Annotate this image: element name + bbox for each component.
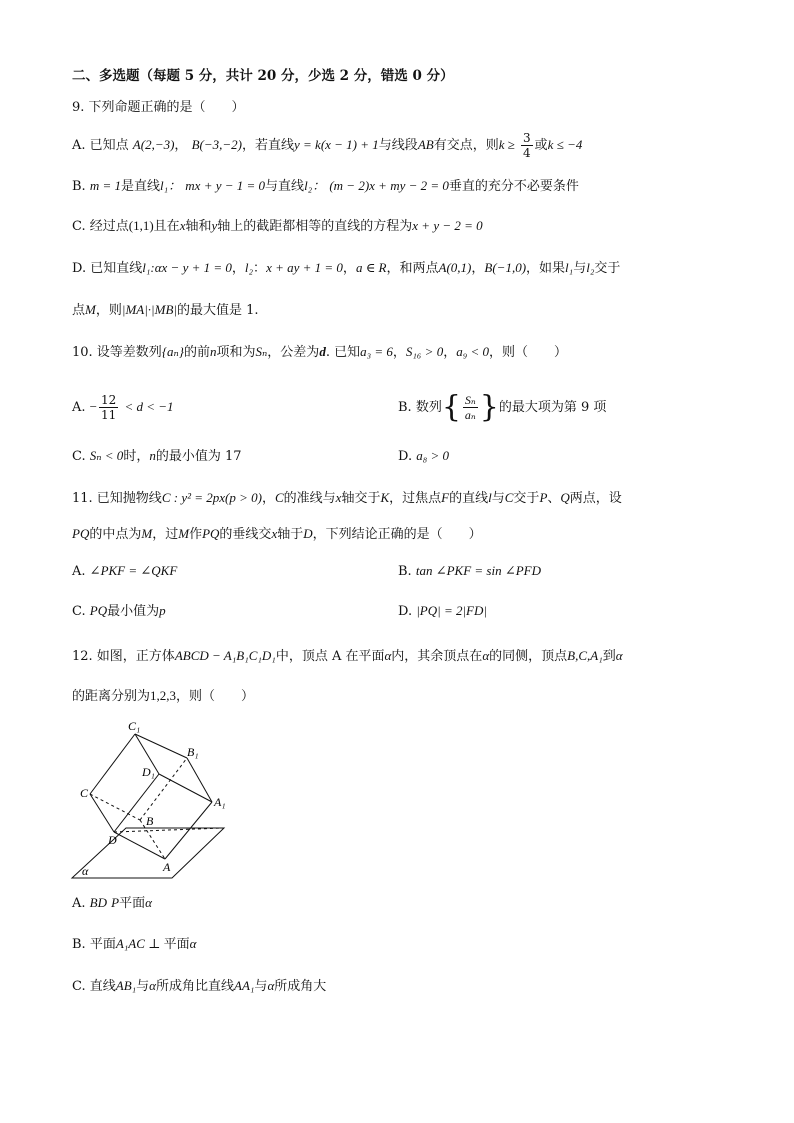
option-text: ， xyxy=(342,261,356,276)
question-text: 中，顶点 A 在平面 xyxy=(275,649,385,664)
left-brace: { xyxy=(441,389,461,425)
q12-option-a xyxy=(72,893,152,914)
math-expr: m = 1 xyxy=(89,178,121,193)
math-expr: l₂ xyxy=(244,260,254,275)
fraction xyxy=(99,393,118,422)
math-expr: < d < −1 xyxy=(124,399,174,414)
right-brace: } xyxy=(479,389,499,425)
option-text: 点 xyxy=(72,303,86,318)
math-expr: K xyxy=(380,490,390,505)
question-text: ，下列结论正确的是（ ） xyxy=(312,527,482,542)
option-text: 垂直的充分不必要条件 xyxy=(448,179,579,194)
math-expr: D xyxy=(303,526,313,541)
math-expr: P xyxy=(111,895,120,910)
math-expr: ∠PKF = ∠QKF xyxy=(89,563,178,578)
q10-option-a xyxy=(72,393,174,422)
question-text: 的垂线交 xyxy=(219,527,272,542)
math-expr: α xyxy=(145,895,152,910)
math-expr: |PQ| = 2|FD| xyxy=(416,603,487,618)
option-text: 是直线 xyxy=(121,179,161,194)
question-text: 交于 xyxy=(513,491,540,506)
option-text: 与线段 xyxy=(378,138,418,153)
option-text: 轴上的截距都相等的直线的方程为 xyxy=(217,219,413,234)
math-expr: (m − 2)x + my − 2 = 0 xyxy=(329,178,449,193)
option-text: 且在 xyxy=(153,219,180,234)
option-text: B. xyxy=(72,179,86,194)
math-expr: α xyxy=(615,648,623,663)
option-text: ，则 xyxy=(95,303,122,318)
math-expr: − xyxy=(89,399,98,414)
option-text: C. xyxy=(72,604,86,619)
plane-alpha xyxy=(72,828,224,878)
math-expr: Sₙ xyxy=(255,344,268,359)
math-expr: A(0,1) xyxy=(438,260,472,275)
option-text: 与 xyxy=(136,979,150,994)
option-text: C. xyxy=(72,449,86,464)
math-expr: k ≤ −4 xyxy=(547,137,583,152)
math-expr: M xyxy=(85,302,96,317)
math-expr: a₃ = 6 xyxy=(360,344,393,359)
math-expr: l₁ xyxy=(565,260,574,275)
math-expr: mx + y − 1 = 0 xyxy=(185,178,266,193)
q10-option-d xyxy=(398,446,449,467)
math-expr: C : y² = 2px(p > 0) xyxy=(161,490,262,505)
option-text: C. 直线 xyxy=(72,979,116,994)
question-text: ，则（ ） xyxy=(489,345,568,360)
option-text: A. xyxy=(72,564,86,579)
option-text: B. 平面 xyxy=(72,937,116,952)
option-text: 有交点，则 xyxy=(433,138,499,153)
question-text: 12. 如图，正方体 xyxy=(72,649,175,664)
math-expr: Sₙ < 0 xyxy=(89,448,124,463)
math-expr: ⊥ xyxy=(144,936,164,951)
math-expr: α xyxy=(482,648,490,663)
math-expr: n xyxy=(149,448,156,463)
math-expr: AA₁ xyxy=(234,978,255,993)
question-text: 的距离分别为 xyxy=(72,689,151,704)
option-text: D. xyxy=(398,604,413,619)
option-text: 平面 xyxy=(163,937,190,952)
q10-option-c xyxy=(72,446,242,467)
q9-option-b xyxy=(72,176,579,197)
question-text: 到 xyxy=(602,649,616,664)
math-expr: ABCD − A₁B₁C₁D₁ xyxy=(174,648,276,663)
question-text: 的直线 xyxy=(449,491,489,506)
math-expr: a₈ > 0 xyxy=(416,448,450,463)
math-expr: α xyxy=(189,936,197,951)
math-expr: d xyxy=(319,344,326,359)
option-text: 与直线 xyxy=(265,179,305,194)
q11-option-d xyxy=(398,601,487,622)
fraction-denominator: 4 xyxy=(523,146,531,160)
question-text: 轴交于 xyxy=(341,491,381,506)
math-expr: α xyxy=(149,978,156,993)
option-text: 与 xyxy=(254,979,268,994)
q9-option-d-cont xyxy=(72,300,259,321)
option-text: 平面 xyxy=(119,896,146,911)
math-expr: (1,1) xyxy=(128,218,154,233)
q12-stem-line1 xyxy=(72,646,623,667)
label-d1: D₁ xyxy=(142,765,155,779)
q12-option-b xyxy=(72,934,196,955)
option-text: A. xyxy=(72,896,86,911)
question-text: 的中点为 xyxy=(89,527,142,542)
label-c: C xyxy=(80,786,89,800)
option-text: A. xyxy=(72,400,86,415)
math-expr: C xyxy=(274,490,284,505)
label-b1: B₁ xyxy=(187,745,199,759)
math-expr: x xyxy=(179,218,186,233)
math-expr: α xyxy=(267,978,275,993)
fraction-denominator: aₙ xyxy=(464,408,476,422)
math-expr: PQ xyxy=(72,526,90,541)
question-text: ，过 xyxy=(152,527,179,542)
option-text: 的最大项为第 9 项 xyxy=(498,400,607,415)
q10-stem xyxy=(72,342,567,363)
option-text: ， xyxy=(471,261,485,276)
question-text: 、 xyxy=(547,491,561,506)
math-expr: k ≥ xyxy=(498,137,515,152)
option-text: A. 已知点 xyxy=(72,138,129,153)
question-text: 作 xyxy=(189,527,203,542)
q10-option-b xyxy=(398,389,607,425)
option-text: 或 xyxy=(534,138,548,153)
option-text: ，和两点 xyxy=(386,261,439,276)
math-expr: AB xyxy=(417,137,434,152)
math-expr: αx − y + 1 = 0 xyxy=(154,260,232,275)
option-text: ： xyxy=(253,261,267,276)
math-expr: n xyxy=(210,344,217,359)
fraction xyxy=(463,393,478,422)
math-expr: l₁: xyxy=(142,260,155,275)
math-expr: α xyxy=(384,648,392,663)
label-alpha: α xyxy=(82,864,89,878)
math-expr: l₂ xyxy=(586,260,595,275)
q9-option-c xyxy=(72,216,483,237)
math-expr: x xyxy=(271,526,278,541)
math-expr: tan ∠PKF = sin ∠PFD xyxy=(415,563,541,578)
option-text: 轴和 xyxy=(185,219,212,234)
math-expr: A₁AC xyxy=(115,936,145,951)
q12-option-c xyxy=(72,976,326,997)
option-text: 所成角比直线 xyxy=(156,979,235,994)
option-text: B. 数列 xyxy=(398,400,442,415)
math-expr: P xyxy=(539,490,548,505)
option-text: ，若直线 xyxy=(241,138,294,153)
math-expr: B(−3,−2) xyxy=(191,137,242,152)
question-text: ，过焦点 xyxy=(389,491,442,506)
math-expr: PQ xyxy=(89,603,108,618)
option-text: B. xyxy=(398,564,412,579)
math-expr: x + ay + 1 = 0 xyxy=(266,260,343,275)
option-text: ， xyxy=(174,138,188,153)
fraction-numerator: 3 xyxy=(523,131,531,145)
math-expr: l₂： xyxy=(304,178,326,193)
option-text: 交于 xyxy=(594,261,621,276)
label-a1: A₁ xyxy=(214,795,226,809)
math-expr: {aₙ} xyxy=(161,344,184,359)
q12-stem-line2 xyxy=(72,686,254,707)
option-text: 与 xyxy=(573,261,587,276)
option-text: ， xyxy=(231,261,245,276)
question-text: 的前 xyxy=(183,345,210,360)
option-text: D. 已知直线 xyxy=(72,261,143,276)
math-expr: 1,2,3 xyxy=(150,688,177,703)
option-text: 最小值为 xyxy=(107,604,160,619)
q11-option-b xyxy=(398,561,541,582)
option-text: 的最小值为 17 xyxy=(155,449,242,464)
label-d: D xyxy=(108,833,117,847)
math-expr: |MA|·|MB| xyxy=(121,302,177,317)
question-text: 10. 设等差数列 xyxy=(72,345,162,360)
math-expr: B(−1,0) xyxy=(484,260,527,275)
question-text: ， xyxy=(443,345,457,360)
math-expr: A(2,−3) xyxy=(132,137,175,152)
option-text: C. 经过点 xyxy=(72,219,129,234)
question-text: 的同侧，顶点 xyxy=(489,649,568,664)
q9-stem: 9. 下列命题正确的是（ ） xyxy=(72,100,245,115)
q11-stem-line1 xyxy=(72,488,622,509)
math-expr: x + y − 2 = 0 xyxy=(412,218,483,233)
math-expr: PQ xyxy=(202,526,220,541)
math-expr: AB₁ xyxy=(115,978,137,993)
math-expr: B,C,A₁ xyxy=(567,648,603,663)
math-expr: M xyxy=(141,526,153,541)
fraction-numerator: Sₙ xyxy=(464,393,476,407)
q9-option-a xyxy=(72,131,582,160)
q11-stem-line2 xyxy=(72,524,482,545)
fraction-numerator: 12 xyxy=(101,393,117,407)
math-expr: BD xyxy=(89,895,108,910)
option-text: 的最大值是 1. xyxy=(176,303,259,318)
q11-option-a xyxy=(72,561,177,582)
math-expr: a ∈ R xyxy=(355,260,387,275)
fraction-denominator: 11 xyxy=(101,408,117,422)
math-expr: S₁₆ > 0 xyxy=(405,344,444,359)
option-text: D. xyxy=(398,449,413,464)
math-expr: C xyxy=(504,490,514,505)
math-expr: Q xyxy=(560,490,570,505)
question-text: 两点，设 xyxy=(569,491,622,506)
cube-on-plane-figure xyxy=(68,714,234,880)
math-expr: p xyxy=(159,603,166,618)
label-a: A xyxy=(163,860,171,874)
question-text: ， xyxy=(261,491,275,506)
math-expr: y = k(x − 1) + 1 xyxy=(294,137,379,152)
math-expr: F xyxy=(441,490,450,505)
question-text: ，则（ ） xyxy=(176,689,255,704)
option-text: 时， xyxy=(123,449,150,464)
question-text: 与 xyxy=(491,491,505,506)
label-c1: C₁ xyxy=(128,719,141,733)
math-expr: a₉ < 0 xyxy=(456,344,490,359)
math-expr: x xyxy=(335,490,342,505)
q9-option-d xyxy=(72,258,620,279)
label-b: B xyxy=(146,814,154,828)
math-expr: y xyxy=(211,218,218,233)
question-text: . 已知 xyxy=(325,345,361,360)
math-expr: M xyxy=(178,526,190,541)
question-text: ， xyxy=(392,345,406,360)
question-text: 的准线与 xyxy=(283,491,336,506)
math-expr: l₁： xyxy=(160,178,182,193)
fraction xyxy=(521,131,533,160)
math-expr: l xyxy=(488,490,492,505)
option-text: 所成角大 xyxy=(274,979,327,994)
question-text: 项和为 xyxy=(216,345,256,360)
question-text: 11. 已知抛物线 xyxy=(72,491,162,506)
q11-option-c xyxy=(72,601,166,622)
question-text: 轴于 xyxy=(277,527,304,542)
option-text: ，如果 xyxy=(526,261,566,276)
section-heading: 二、多选题（每题 5 分，共计 20 分，少选 2 分，错选 0 分） xyxy=(72,68,454,84)
question-text: 内，其余顶点在 xyxy=(391,649,483,664)
question-text: ，公差为 xyxy=(267,345,320,360)
